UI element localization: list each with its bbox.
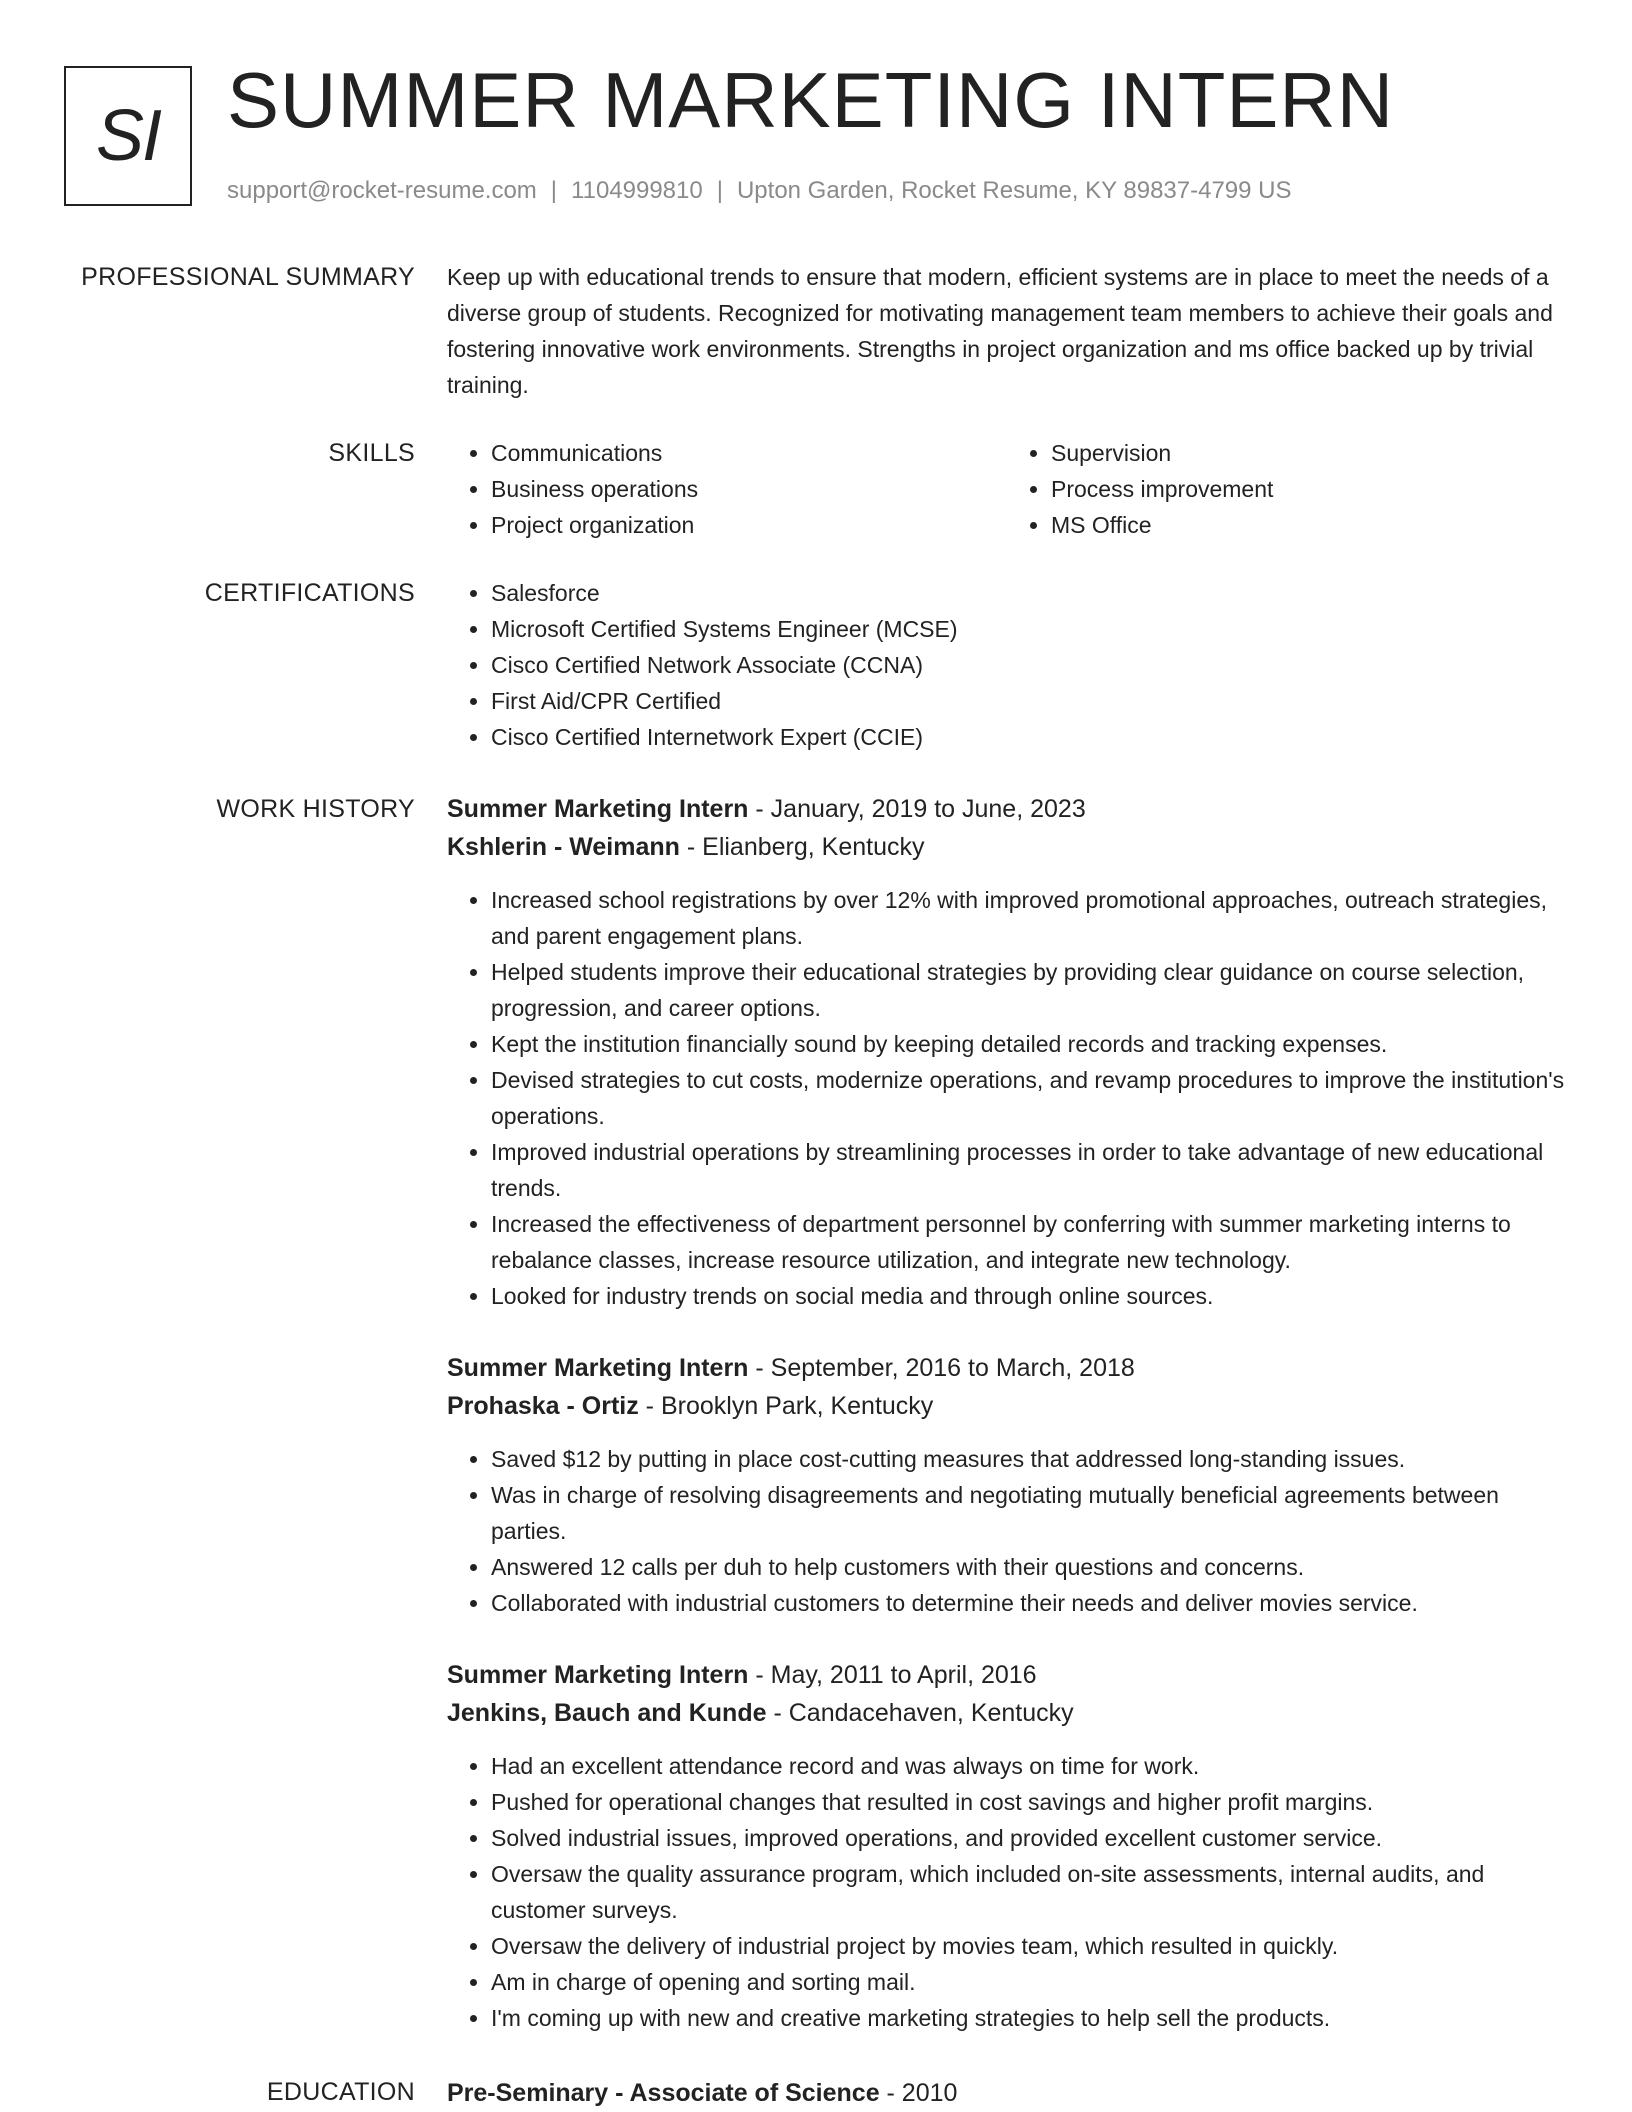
job-bullet: • Increased the effectiveness of department personnel by conferring with summer marketing interns to rebalance classes, increase resource utilization, and integrate new technology.	[491, 1206, 1567, 1278]
section-heading-education: EDUCATION	[266, 2078, 415, 2106]
job-bullet: • Increased school registrations by over 12% with improved promotional approaches, outreach strategies, and parent engagement plans.	[491, 882, 1567, 954]
job-bullet: • Looked for industry trends on social media and through online sources.	[491, 1278, 1567, 1314]
summary-content	[447, 259, 1567, 403]
job-bullet: • Kept the institution financially sound by keeping detailed records and tracking expenses.	[491, 1026, 1567, 1062]
job-bullet: • Saved $12 by putting in place cost-cutting measures that addressed long-standing issues.	[491, 1441, 1567, 1477]
contact-line	[227, 174, 1292, 208]
job-bullet: • Had an excellent attendance record and was always on time for work.	[491, 1748, 1567, 1784]
job-title-line	[447, 1349, 1567, 1387]
job-bullet: • Devised strategies to cut costs, modernize operations, and revamp procedures to improve the institution's operations.	[491, 1062, 1567, 1134]
certification-item: • First Aid/CPR Certified	[491, 683, 1567, 719]
job-bullet: • Answered 12 calls per duh to help customers with their questions and concerns.	[491, 1549, 1567, 1585]
skill-item: • Process improvement	[1051, 471, 1567, 507]
job-bullet: • Improved industrial operations by streamlining processes in order to take advantage of new educational trends.	[491, 1134, 1567, 1206]
job-bullets	[447, 882, 1567, 1314]
job-bullets	[447, 1441, 1567, 1621]
job-company: Prohaska - Ortiz	[447, 1392, 639, 1420]
skill-item: • Supervision	[1051, 435, 1567, 471]
skills-list-right	[1007, 435, 1567, 543]
education-year: - 2010	[879, 2079, 958, 2107]
job-location: - Elianberg, Kentucky	[679, 833, 925, 861]
certifications-content	[447, 575, 1567, 755]
section-heading-summary: PROFESSIONAL SUMMARY	[81, 263, 415, 291]
work-history-content	[447, 790, 1567, 2036]
contact-phone[interactable]: 1104999810	[571, 177, 703, 204]
job-bullet: • Oversaw the quality assurance program, which included on-site assessments, internal audits, and customer surveys.	[491, 1856, 1567, 1928]
job-bullet: • Collaborated with industrial customers to determine their needs and deliver movies service.	[491, 1585, 1567, 1621]
job-title: Summer Marketing Intern	[447, 795, 749, 823]
job-company-line	[447, 1694, 1567, 1732]
job-company-line	[447, 1387, 1567, 1425]
job-title-line	[447, 1656, 1567, 1694]
certification-item: • Cisco Certified Network Associate (CCNA)	[491, 647, 1567, 683]
job-location: - Brooklyn Park, Kentucky	[638, 1392, 934, 1420]
job-company: Jenkins, Bauch and Kunde	[447, 1699, 767, 1727]
job-bullets	[447, 1748, 1567, 2036]
section-heading-certifications: CERTIFICATIONS	[204, 579, 415, 607]
job-dates: - September, 2016 to March, 2018	[748, 1354, 1135, 1382]
job-bullet: • Am in charge of opening and sorting mail.	[491, 1964, 1567, 2000]
skill-item: • MS Office	[1051, 507, 1567, 543]
skill-item: • Communications	[491, 435, 1007, 471]
contact-address: Upton Garden, Rocket Resume, KY 89837-4799 US	[736, 177, 1292, 204]
contact-email[interactable]: support@rocket-resume.com	[227, 177, 537, 204]
certifications-list	[447, 575, 1567, 755]
skills-list-left	[447, 435, 1007, 543]
skill-item: • Project organization	[491, 507, 1007, 543]
job-dates: - May, 2011 to April, 2016	[748, 1661, 1037, 1689]
skill-item: • Business operations	[491, 471, 1007, 507]
job-company: Kshlerin - Weimann	[447, 833, 680, 861]
job-bullet: • Pushed for operational changes that resulted in cost savings and higher profit margins.	[491, 1784, 1567, 1820]
job-entry	[447, 1349, 1567, 1621]
job-bullet: • Solved industrial issues, improved operations, and provided excellent customer service.	[491, 1820, 1567, 1856]
job-entry	[447, 790, 1567, 1314]
job-title: Summer Marketing Intern	[447, 1661, 749, 1689]
certification-item: • Cisco Certified Internetwork Expert (CCIE)	[491, 719, 1567, 755]
skills-content	[447, 435, 1567, 543]
resume-title: SUMMER MARKETING INTERN	[227, 56, 1395, 144]
education-content	[447, 2074, 1567, 2112]
job-title: Summer Marketing Intern	[447, 1354, 749, 1382]
job-bullet: • Was in charge of resolving disagreements and negotiating mutually beneficial agreements between parties.	[491, 1477, 1567, 1549]
job-company-line	[447, 828, 1567, 866]
contact-separator: |	[716, 177, 723, 204]
job-location: - Candacehaven, Kentucky	[766, 1699, 1074, 1727]
job-dates: - January, 2019 to June, 2023	[748, 795, 1086, 823]
section-heading-skills: SKILLS	[328, 439, 415, 467]
job-entry	[447, 1656, 1567, 2036]
job-bullet: • I'm coming up with new and creative marketing strategies to help sell the products.	[491, 2000, 1567, 2036]
monogram: SI	[64, 66, 192, 206]
contact-separator: |	[550, 177, 558, 204]
certification-item: • Salesforce	[491, 575, 1567, 611]
job-title-line	[447, 790, 1567, 828]
job-bullet: • Oversaw the delivery of industrial project by movies team, which resulted in quickly.	[491, 1928, 1567, 1964]
certification-item: • Microsoft Certified Systems Engineer (MCSE)	[491, 611, 1567, 647]
section-heading-work-history: WORK HISTORY	[216, 795, 415, 823]
education-line	[447, 2074, 1567, 2112]
job-bullet: • Helped students improve their educational strategies by providing clear guidance on course selection, progression, and career options.	[491, 954, 1567, 1026]
summary-text: Keep up with educational trends to ensure that modern, efficient systems are in place to meet the needs of a diverse group of students. Recognized for motivating management team members to achieve their goals and fostering innovative work environments. Strengths in project organization and ms office backed up by trivial training.	[447, 264, 1553, 398]
education-degree: Pre-Seminary - Associate of Science	[447, 2079, 880, 2107]
